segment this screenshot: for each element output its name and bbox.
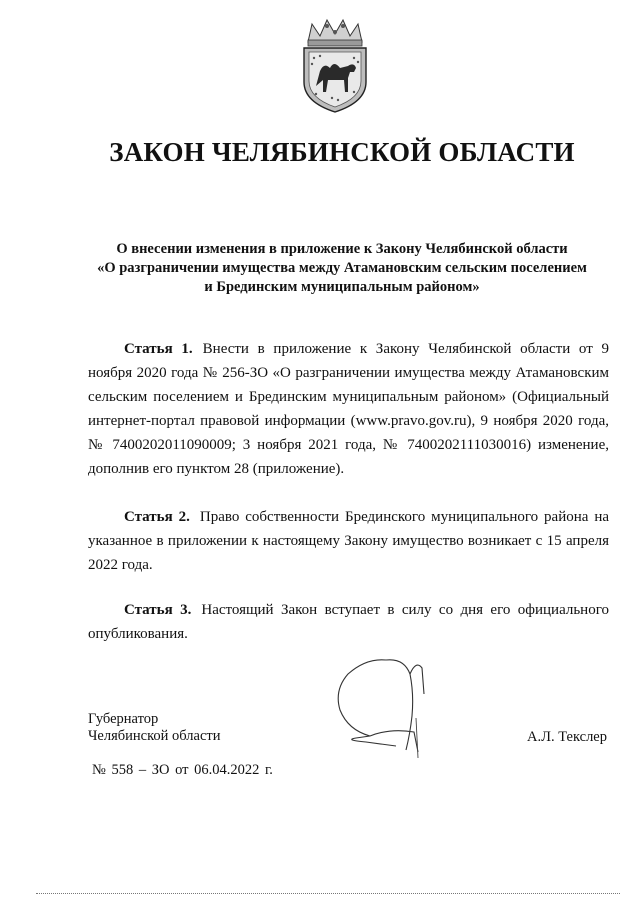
signer-name: А.Л. Текслер (527, 729, 607, 745)
law-number: № 558 – ЗО от 06.04.2022 г. (92, 762, 273, 778)
article-1 (88, 337, 609, 481)
article-text: Право собственности Брединского муниципального района на указанное в приложении к настоящему Закону имущество возникает с 15 апреля 2022 года. (88, 509, 610, 573)
document-title: ЗАКОН ЧЕЛЯБИНСКОЙ ОБЛАСТИ (109, 137, 575, 167)
governor-title-line: Челябинской области (88, 728, 221, 744)
article-text: Настоящий Закон вступает в силу со дня его официального опубликования. (88, 602, 609, 642)
subtitle-line: «О разграничении имущества между Атамановским сельским поселением (97, 260, 587, 276)
governor-title-line: Губернатор (88, 711, 159, 727)
signature-icon (326, 654, 446, 764)
article-2 (88, 505, 609, 577)
article-text: Внести в приложение к Закону Челябинской области от 9 ноября 2020 года № 256-ЗО «О разграничении имущества между Атамановским сельским поселением и Брединским муниципальным районом» (Официальный интернет-портал правовой информации (www.pravo.gov.ru), 9 ноября 2020 года, № 7400202011090009; 3 ноября 2021 года, № 7400202111030016) изменение, дополнив его пунктом 28 (приложение). (88, 341, 609, 477)
document-subtitle (22, 240, 640, 297)
coat-of-arms-icon (296, 16, 374, 114)
footer-divider (36, 893, 620, 894)
article-heading: Статья 1. (124, 341, 193, 357)
subtitle-line: и Брединским муниципальным районом» (204, 279, 480, 295)
subtitle-line: О внесении изменения в приложение к Закону Челябинской области (116, 241, 568, 257)
governor-title (88, 711, 221, 745)
article-heading: Статья 3. (124, 602, 192, 618)
article-heading: Статья 2. (124, 509, 190, 525)
article-3 (88, 598, 609, 646)
